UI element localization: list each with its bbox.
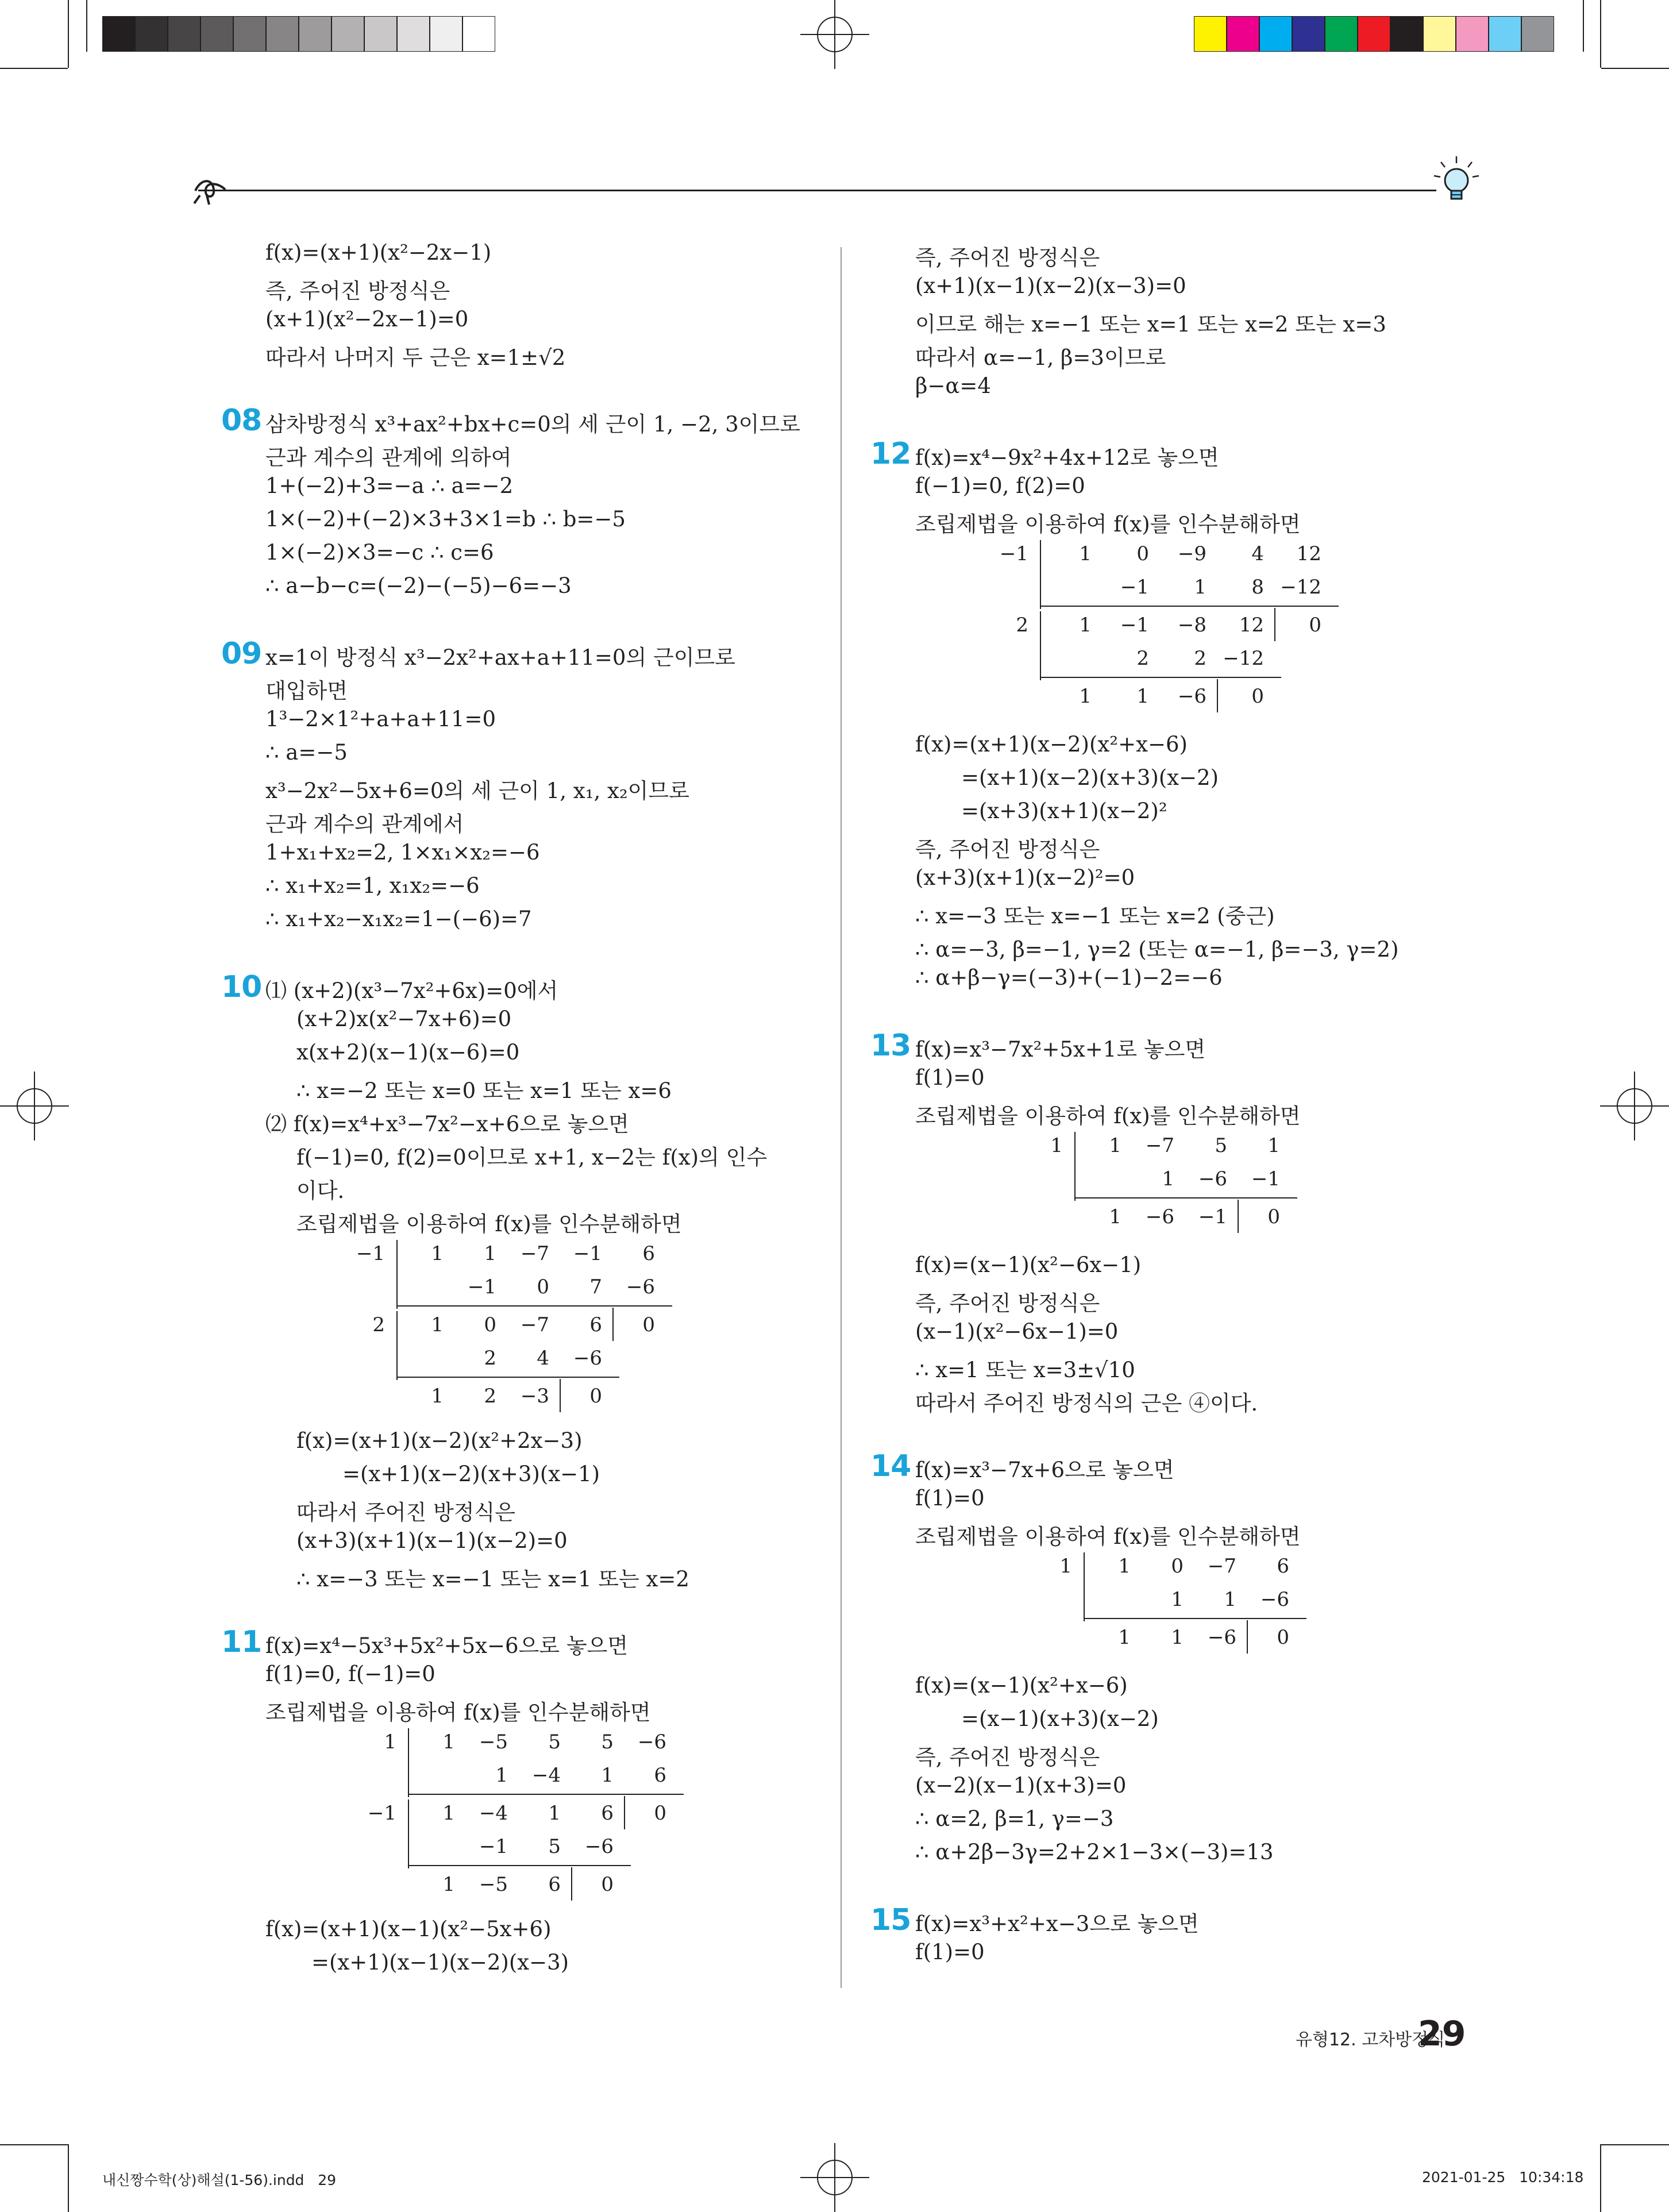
table-cell: 1 (431, 1385, 444, 1408)
table-cell: 1 (495, 1764, 508, 1787)
table-cell: 2 (1136, 647, 1149, 670)
table-cell: −7 (520, 1242, 549, 1265)
table-cell: −7 (520, 1313, 549, 1336)
divisor: −1 (367, 1802, 396, 1825)
text-line: f(1)=0 (915, 1486, 985, 1510)
text-line: 1³−2×1²+a+a+11=0 (265, 707, 496, 731)
page-number: 29 (1418, 2014, 1466, 2054)
table-cell: 0 (1136, 542, 1149, 565)
table-cell: 1 (484, 1242, 496, 1265)
text-line: ∴ x=1 또는 x=3±√10 (915, 1358, 1135, 1382)
table-cell: 1 (1224, 1588, 1236, 1611)
table-cell: 1 (431, 1242, 444, 1265)
table-cell: 4 (537, 1347, 549, 1370)
table-cell: −6 (573, 1347, 602, 1370)
text-line: x=1이 방정식 x³−2x²+ax+a+11=0의 근이므로 (265, 645, 735, 670)
table-cell: 1 (1171, 1588, 1184, 1611)
text-line: f(x)=(x+1)(x−2)(x²+x−6) (915, 732, 1188, 757)
divisor: 2 (1016, 614, 1028, 637)
text-line: 대입하면 (265, 679, 348, 703)
text-line: 1+(−2)+3=−a ∴ a=−2 (265, 473, 514, 498)
text-line: ∴ α=−3, β=−1, γ=2 (또는 α=−1, β=−3, γ=2) (915, 937, 1399, 962)
text-line: f(x)=(x+1)(x−1)(x²−5x+6) (265, 1917, 552, 1941)
table-cell: −9 (1177, 542, 1207, 565)
table-cell: 1 (1194, 576, 1207, 599)
text-line: 따라서 α=−1, β=3이므로 (915, 345, 1166, 370)
table-cell: 1 (1079, 614, 1092, 637)
text-line: 이다. (296, 1178, 345, 1203)
division-bar (1040, 540, 1041, 609)
table-cell: 1 (442, 1731, 455, 1754)
text-line: =(x+1)(x−1)(x−2)(x−3) (311, 1950, 569, 1975)
problem-number: 10 (221, 970, 262, 1004)
text-line: ∴ x=−2 또는 x=0 또는 x=1 또는 x=6 (296, 1078, 672, 1103)
problem-number: 08 (221, 403, 262, 438)
division-bar (1084, 1552, 1085, 1621)
text-line: (x+1)(x−1)(x−2)(x−3)=0 (915, 273, 1186, 298)
text-line: f(1)=0 (915, 1065, 985, 1090)
table-cell: 2 (1194, 647, 1207, 670)
text-line: x(x+2)(x−1)(x−6)=0 (296, 1040, 520, 1065)
table-cell: −3 (520, 1385, 549, 1408)
table-cell: −6 (637, 1731, 666, 1754)
table-cell: −1 (479, 1835, 508, 1858)
problem-number: 13 (870, 1028, 911, 1063)
text-line: 이므로 해는 x=−1 또는 x=1 또는 x=2 또는 x=3 (915, 312, 1386, 337)
table-cell: 6 (654, 1764, 666, 1787)
division-rule (1040, 606, 1339, 607)
text-line: f(x)=x⁴−9x²+4x+12로 놓으면 (915, 445, 1219, 470)
table-cell: −6 (1207, 1626, 1236, 1649)
text-line: f(x)=x³+x²+x−3으로 놓으면 (915, 1912, 1199, 1936)
table-cell: −1 (573, 1242, 602, 1265)
table-cell: 1 (1109, 1134, 1121, 1157)
table-cell: −1 (467, 1275, 496, 1298)
text-line: (x+3)(x+1)(x−1)(x−2)=0 (296, 1528, 568, 1553)
text-line: (x+3)(x+1)(x−2)²=0 (915, 865, 1135, 890)
text-line: 조립제법을 이용하여 f(x)를 인수분해하면 (265, 1700, 651, 1725)
text-line: =(x+1)(x−2)(x+3)(x−2) (961, 765, 1219, 790)
text-line: 즉, 주어진 방정식은 (265, 279, 450, 303)
text-line: f(1)=0 (915, 1940, 985, 1964)
table-cell: −4 (479, 1802, 508, 1825)
table-cell: −5 (479, 1731, 508, 1754)
table-cell: 6 (601, 1802, 614, 1825)
table-cell: 1 (1079, 542, 1092, 565)
table-cell: 1 (442, 1873, 455, 1896)
text-line: 즉, 주어진 방정식은 (915, 837, 1100, 862)
text-line: f(x)=(x−1)(x²−6x−1) (915, 1253, 1142, 1277)
text-line: ∴ a=−5 (265, 740, 348, 765)
text-line: ∴ α+β−γ=(−3)+(−1)−2=−6 (915, 965, 1223, 990)
table-cell: −6 (1198, 1167, 1227, 1190)
division-rule (1040, 677, 1281, 678)
table-cell: 6 (642, 1242, 655, 1265)
text-line: ∴ x₁+x₂=1, x₁x₂=−6 (265, 873, 480, 898)
text-line: 1+x₁+x₂=2, 1×x₁×x₂=−6 (265, 840, 540, 865)
text-line: f(x)=x⁴−5x³+5x²+5x−6으로 놓으면 (265, 1633, 629, 1658)
table-cell: −6 (626, 1275, 655, 1298)
problem-number: 09 (221, 637, 262, 671)
text-line: f(x)=(x−1)(x²+x−6) (915, 1673, 1128, 1698)
text-line: (x−1)(x²−6x−1)=0 (915, 1319, 1119, 1344)
text-line: 조립제법을 이용하여 f(x)를 인수분해하면 (915, 512, 1301, 537)
table-cell: −8 (1177, 614, 1207, 637)
text-line: 조립제법을 이용하여 f(x)를 인수분해하면 (915, 1104, 1301, 1128)
remainder-box (1217, 679, 1218, 712)
table-cell: 5 (1215, 1134, 1227, 1157)
text-line: 즉, 주어진 방정식은 (915, 245, 1100, 270)
text-line: ∴ α+2β−3γ=2+2×1−3×(−3)=13 (915, 1840, 1274, 1864)
text-line: 즉, 주어진 방정식은 (915, 1291, 1100, 1316)
text-line: 따라서 나머지 두 근은 x=1±√2 (265, 345, 566, 370)
divisor: 1 (1059, 1555, 1072, 1578)
text-line: 즉, 주어진 방정식은 (915, 1745, 1100, 1770)
table-cell: −6 (584, 1835, 614, 1858)
division-rule (1074, 1197, 1297, 1199)
table-cell: −6 (1177, 685, 1207, 708)
remainder-box (1247, 1620, 1248, 1654)
text-line: 1×(−2)+(−2)×3+3×1=b ∴ b=−5 (265, 507, 626, 531)
table-cell: 1 (548, 1802, 561, 1825)
table-cell: −1 (1120, 576, 1149, 599)
table-cell: 0 (654, 1802, 666, 1825)
problem-number: 14 (870, 1449, 911, 1483)
text-line: f(1)=0, f(−1)=0 (265, 1662, 435, 1686)
text-line: ⑵ f(x)=x⁴+x³−7x²−x+6으로 놓으면 (265, 1112, 629, 1136)
table-cell: 1 (1162, 1167, 1174, 1190)
divisor: 1 (1050, 1134, 1063, 1157)
table-cell: 5 (548, 1731, 561, 1754)
table-cell: −5 (479, 1873, 508, 1896)
table-cell: 1 (1267, 1134, 1280, 1157)
text-line: (x+1)(x²−2x−1)=0 (265, 307, 469, 332)
table-cell: −1 (1251, 1167, 1280, 1190)
text-line: f(−1)=0, f(2)=0 (915, 473, 1085, 498)
footer-file-name: 내신짱수학(상)해설(1-56).indd 29 (102, 2172, 337, 2188)
table-cell: 0 (642, 1313, 655, 1336)
text-line: x³−2x²−5x+6=0의 세 근이 1, x₁, x₂이므로 (265, 779, 689, 803)
text-line: f(x)=(x+1)(x²−2x−1) (265, 240, 492, 265)
text-line: 조립제법을 이용하여 f(x)를 인수분해하면 (915, 1524, 1301, 1549)
table-cell: 0 (1277, 1626, 1289, 1649)
text-line: β−α=4 (915, 373, 991, 398)
table-cell: 0 (589, 1385, 602, 1408)
table-cell: 5 (548, 1835, 561, 1858)
text-line: ∴ x=−3 또는 x=−1 또는 x=1 또는 x=2 (296, 1567, 689, 1591)
text-line: ∴ a−b−c=(−2)−(−5)−6=−3 (265, 573, 572, 598)
text-line: ∴ x=−3 또는 x=−1 또는 x=2 (중근) (915, 904, 1275, 928)
table-cell: 6 (589, 1313, 602, 1336)
footer-section: 유형12. 고차방정식 (1296, 2030, 1446, 2050)
table-cell: −12 (1223, 647, 1264, 670)
problem-number: 11 (221, 1625, 262, 1659)
table-cell: 0 (484, 1313, 496, 1336)
text-line: 근과 계수의 관계에 의하여 (265, 445, 512, 470)
text-line: ∴ x₁+x₂−x₁x₂=1−(−6)=7 (265, 907, 532, 931)
table-cell: −7 (1207, 1555, 1236, 1578)
text-line: f(x)=x³−7x²+5x+1로 놓으면 (915, 1037, 1206, 1062)
table-cell: 1 (1136, 685, 1149, 708)
text-line: 삼차방정식 x³+ax²+bx+c=0의 세 근이 1, −2, 3이므로 (265, 412, 800, 437)
table-cell: −6 (1145, 1205, 1174, 1228)
text-line: 따라서 주어진 방정식의 근은 ④이다. (915, 1391, 1258, 1416)
table-cell: 1 (431, 1313, 444, 1336)
table-cell: 0 (1267, 1205, 1280, 1228)
text-line: f(−1)=0, f(2)=0이므로 x+1, x−2는 f(x)의 인수 (296, 1145, 768, 1170)
table-cell: −4 (531, 1764, 561, 1787)
text-line: f(x)=(x+1)(x−2)(x²+2x−3) (296, 1428, 583, 1453)
table-cell: 5 (601, 1731, 614, 1754)
table-cell: 12 (1239, 614, 1264, 637)
text-line: 따라서 주어진 방정식은 (296, 1500, 515, 1525)
table-cell: 2 (484, 1385, 496, 1408)
text-line: ∴ α=2, β=1, γ=−3 (915, 1806, 1114, 1831)
divisor: 2 (372, 1313, 385, 1336)
table-cell: 1 (601, 1764, 614, 1787)
table-cell: 1 (1118, 1555, 1131, 1578)
table-cell: 1 (1079, 685, 1092, 708)
divisor: 1 (384, 1731, 396, 1754)
table-cell: 0 (601, 1873, 614, 1896)
text-line: ⑴ (x+2)(x³−7x²+6x)=0에서 (265, 978, 558, 1003)
division-rule (1084, 1618, 1306, 1619)
table-cell: 4 (1251, 542, 1264, 565)
table-cell: −1 (1120, 614, 1149, 637)
problem-number: 15 (870, 1903, 911, 1937)
text-line: =(x−1)(x+3)(x−2) (961, 1706, 1159, 1731)
table-cell: 0 (1309, 614, 1321, 637)
text-line: (x−2)(x−1)(x+3)=0 (915, 1773, 1127, 1798)
table-cell: −6 (1260, 1588, 1289, 1611)
table-cell: 6 (548, 1873, 561, 1896)
division-bar (1040, 611, 1041, 680)
footer-timestamp: 2021-01-25 10:34:18 (1422, 2169, 1584, 2186)
table-cell: 12 (1296, 542, 1321, 565)
table-cell: 1 (1171, 1626, 1184, 1649)
table-cell: 1 (1118, 1626, 1131, 1649)
table-cell: −7 (1145, 1134, 1174, 1157)
table-cell: 1 (1109, 1205, 1121, 1228)
text-line: =(x+1)(x−2)(x+3)(x−1) (342, 1462, 600, 1486)
table-cell: 0 (1251, 685, 1264, 708)
table-cell: 8 (1251, 576, 1264, 599)
table-cell: −1 (1198, 1205, 1227, 1228)
remainder-box (1238, 1200, 1239, 1233)
table-cell: 7 (589, 1275, 602, 1298)
table-cell: 1 (442, 1802, 455, 1825)
text-line: f(x)=x³−7x+6으로 놓으면 (915, 1458, 1174, 1482)
text-line: 조립제법을 이용하여 f(x)를 인수분해하면 (296, 1212, 682, 1236)
text-line: (x+2)x(x²−7x+6)=0 (296, 1007, 512, 1031)
text-line: =(x+3)(x+1)(x−2)² (961, 799, 1167, 823)
problem-number: 12 (870, 437, 911, 471)
table-cell: 0 (1171, 1555, 1184, 1578)
divisor: −1 (999, 542, 1028, 565)
division-bar (1074, 1132, 1076, 1201)
table-cell: 2 (484, 1347, 496, 1370)
divisor: −1 (356, 1242, 385, 1265)
table-cell: 0 (537, 1275, 549, 1298)
table-cell: 6 (1277, 1555, 1289, 1578)
text-line: 근과 계수의 관계에서 (265, 812, 464, 837)
table-cell: −12 (1280, 576, 1321, 599)
text-line: 1×(−2)×3=−c ∴ c=6 (265, 540, 494, 565)
